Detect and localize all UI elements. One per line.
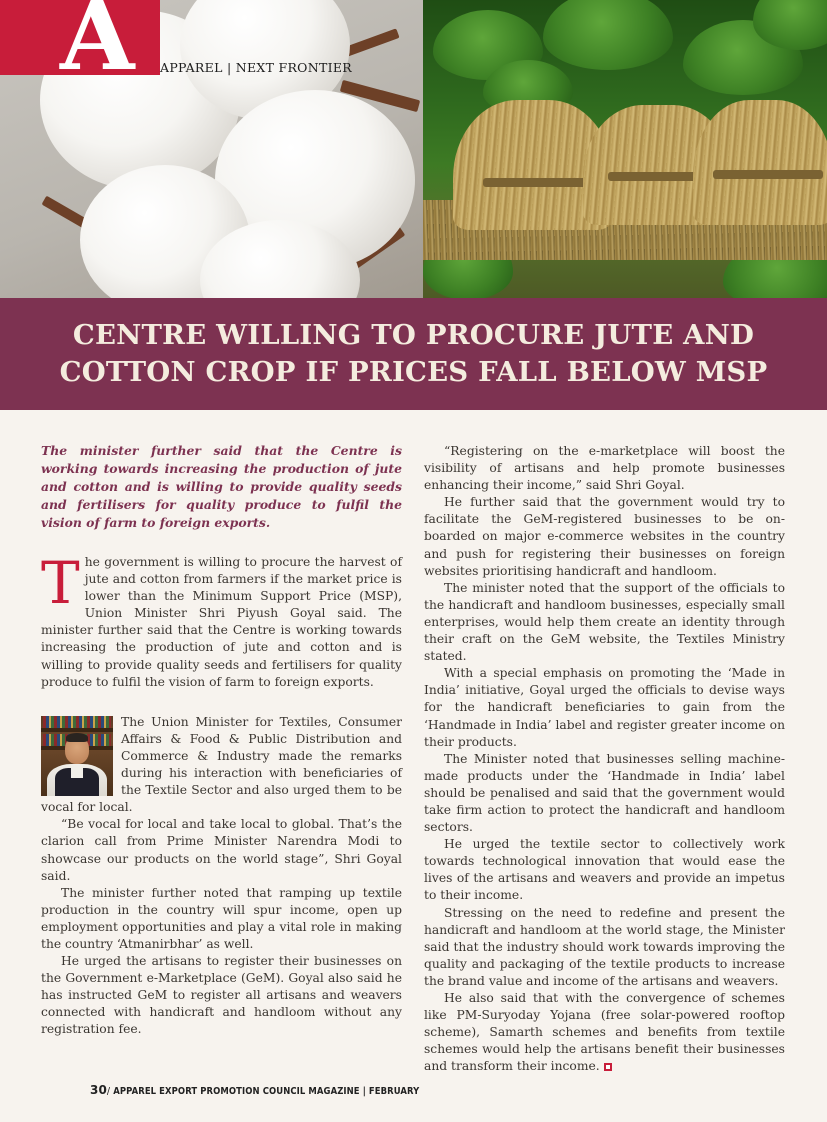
drop-cap: T (41, 549, 80, 617)
paragraph-9: With a special emphasis on promoting the ‘Made in India’ initiative, Goyal urged the officials to devise ways for the handicraft beneficiaries to gain from the ‘Handmade in India’ label and register greater income on their products. (424, 666, 785, 749)
end-of-article-icon (604, 1063, 612, 1071)
title-band (0, 298, 827, 410)
page-footer (90, 1083, 419, 1097)
page-number: 30 (90, 1083, 107, 1097)
paragraph-2-text: The Union Minister for Textiles, Consumer Affairs & Food & Public Distribution and Commerce & Industry made the remarks during his interaction with beneficiaries of the Textile Sector and also urged them to be vocal for local. (41, 714, 402, 815)
paragraph-6: “Registering on the e-marketplace will boost the visibility of artisans and help promote businesses enhancing their income,” said Shri Goyal. (424, 444, 785, 493)
paragraph-5: He urged the artisans to register their businesses on the Government e-Marketplace (GeM). Goyal also said he has instructed GeM to register all artisans and weavers connected with handicraft and handloom without any registration fee. (41, 954, 402, 1037)
paragraph-12: Stressing on the need to redefine and present the handicraft and handloom at the world stage, the Minister said that the industry should work towards improving the quality and packaging of the textile products to increase the brand value and income of the artisans and weavers. (424, 905, 785, 988)
jute-image (423, 0, 827, 298)
publication-name: APPAREL EXPORT PROMOTION COUNCIL MAGAZINE | FEBRUARY (113, 1086, 420, 1097)
paragraph-1-text: he government is willing to procure the harvest of jute and cotton from farmers if the market price is lower than the Minimum Support Price (MSP), Union Minister Shri Piyush Goyal said. The minister further said that the Centre is working towards increasing the production of jute and cotton and is willing to provide quality seeds and fertilisers for quality produce to fulfil the vision of farm to foreign exports. (41, 555, 402, 689)
magazine-logo (0, 0, 160, 75)
paragraph-2 (41, 714, 402, 817)
paragraph-1 (41, 549, 402, 691)
paragraph-8: The minister noted that the support of the officials to the handicraft and handloom businesses, especially small enterprises, would help them create an identity through their craft on the GeM website, the Textiles Ministry stated. (424, 580, 785, 664)
paragraph-4: The minister further noted that ramping up textile production in the country will spur income, open up employment opportunities and play a vital role in making the country ‘Atmanirbhar’ as well. (41, 885, 402, 951)
paragraph-11: He urged the textile sector to collectively work towards technological innovation that would ease the lives of the artisans and weavers and provide an impetus to their income. (424, 837, 785, 903)
paragraph-7: He further said that the government would try to facilitate the GeM-registered businesses to be on-boarded on major e-commerce websites in the country and push for registering their businesses on foreign websites prioritising handicraft and handloom. (424, 495, 785, 578)
section-label: APPAREL | NEXT FRONTIER (160, 60, 352, 75)
minister-portrait (41, 716, 113, 796)
article-lede: The minister further said that the Centre is working towards increasing the production of jute and cotton and is willing to provide quality seeds and fertilisers for quality produce to fulfil the vision of farm to foreign exports. (41, 443, 402, 530)
headline-line-1: CENTRE WILLING TO PROCURE JUTE AND (72, 319, 755, 351)
article-headline (34, 317, 794, 391)
footer-separator: / (106, 1086, 111, 1097)
paragraph-3: “Be vocal for local and take local to global. That’s the clarion call from Prime Minister Narendra Modi to showcase our products on the world stage”, Shri Goyal said. (41, 817, 402, 883)
paragraph-13 (424, 990, 785, 1075)
article-column-right (424, 443, 785, 1075)
paragraph-10: The Minister noted that businesses selling machine-made products under the ‘Handmade in India’ label should be penalised and said that the government would take firm action to protect the handicraft and handloom sectors. (424, 751, 785, 835)
headline-line-2: COTTON CROP IF PRICES FALL BELOW MSP (59, 356, 768, 388)
hero-images (0, 0, 827, 298)
paragraph-13-text: He also said that with the convergence of schemes like PM-Suryoday Yojana (free solar-powered rooftop scheme), Samarth schemes and benefits from textile schemes would help the artisans benefit their businesses and transform their income. (424, 991, 785, 1074)
article-column-left (41, 442, 402, 1039)
logo-letter: A (60, 0, 135, 75)
